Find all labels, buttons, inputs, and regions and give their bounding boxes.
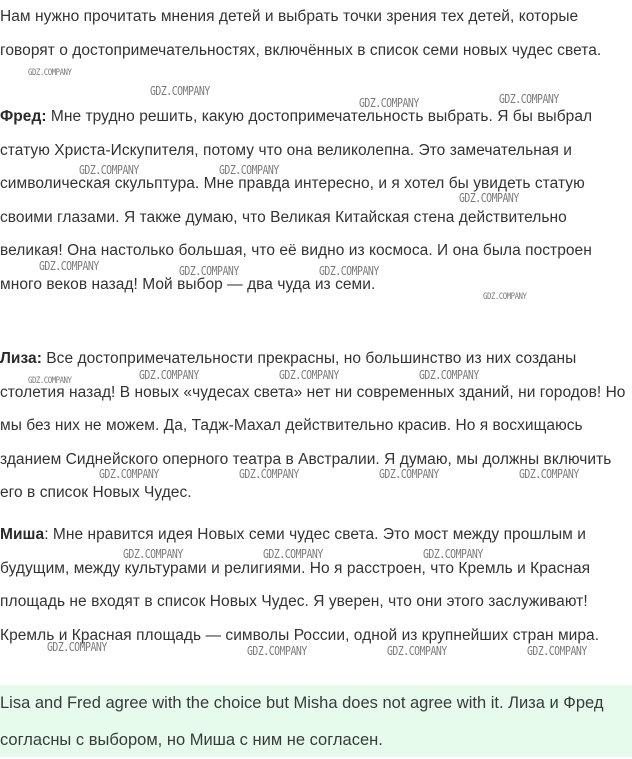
watermark: GDZ.COMPANY [279, 368, 339, 382]
watermark: GDZ.COMPANY [319, 264, 379, 278]
fred-text: Мне трудно решить, какую достопримечательность выбрать. Я бы выбрал статую Христа-Искупителя, потому что она великолепна. Это замечательная и символическая скульптура. Мне правда интересно, и я хотел бы увидеть статую своими глазами. Я также думаю, что Великая Китайская стена действительно великая! Она настолько большая, что её видно из космоса. И она была построен много веков назад! Мой выбор — два чуда из семи. [0, 108, 593, 293]
speaker-name: Лиза: [0, 350, 42, 367]
intro-paragraph [0, 0, 632, 67]
watermark: GDZ.COMPANY [379, 467, 439, 481]
watermark: GDZ.COMPANY [239, 467, 299, 481]
intro-text: Нам нужно прочитать мнения детей и выбрать точки зрения тех детей, которые говорят о достопримечательностях, включённых в список семи новых чудес света. [0, 8, 602, 59]
fred-paragraph [0, 100, 632, 301]
watermark: GDZ.COMPANY [79, 163, 139, 177]
answer-box [0, 685, 632, 757]
watermark: GDZ.COMPANY [263, 547, 323, 561]
watermark: GDZ.COMPANY [387, 644, 447, 658]
liza-text: Все достопримечательности прекрасны, но большинство из них созданы столетия назад! В новых «чудесах света» нет ни современных зданий, ни городов! Но мы без них не можем. Да, Тадж-Махал действительно красив. Но я восхищаюсь зданием Сиднейского оперного театра в Австралии. Я думаю, мы должны включить его в список Новых Чудес. [0, 350, 626, 501]
watermark: GDZ.COMPANY [519, 467, 579, 481]
watermark: GDZ.COMPANY [499, 92, 559, 106]
watermark: GDZ.COMPANY [150, 84, 210, 98]
watermark: GDZ.COMPANY [247, 644, 307, 658]
watermark: GDZ.COMPANY [28, 68, 72, 78]
watermark: GDZ.COMPANY [459, 191, 519, 205]
watermark: GDZ.COMPANY [527, 644, 587, 658]
speaker-name: Фред: [0, 108, 47, 125]
watermark: GDZ.COMPANY [123, 547, 183, 561]
watermark: GDZ.COMPANY [99, 467, 159, 481]
watermark: GDZ.COMPANY [359, 96, 419, 110]
misha-paragraph [0, 518, 632, 652]
misha-text: : Мне нравится идея Новых семи чудес света. Это мост между прошлым и будущим, между культурами и религиями. Но я расстроен, что Кремль и Красная площадь не входят в список Новых Чудес. Я уверен, что они этого заслуживают! Кремль и Красная площадь — символы России, одной из крупнейших стран мира. [0, 526, 600, 644]
watermark: GDZ.COMPANY [419, 368, 479, 382]
liza-paragraph [0, 342, 632, 510]
watermark: GDZ.COMPANY [179, 264, 239, 278]
answer-text: Lisa and Fred agree with the choice but Misha does not agree with it. Лиза и Фред согласны с выбором, но Миша с ним не согласен. [0, 694, 604, 749]
watermark: GDZ.COMPANY [39, 259, 99, 273]
watermark: GDZ.COMPANY [483, 292, 527, 302]
watermark: GDZ.COMPANY [28, 376, 72, 386]
watermark: GDZ.COMPANY [219, 163, 279, 177]
speaker-name: Миша [0, 526, 45, 543]
watermark: GDZ.COMPANY [139, 368, 199, 382]
watermark: GDZ.COMPANY [47, 640, 107, 654]
watermark: GDZ.COMPANY [423, 547, 483, 561]
